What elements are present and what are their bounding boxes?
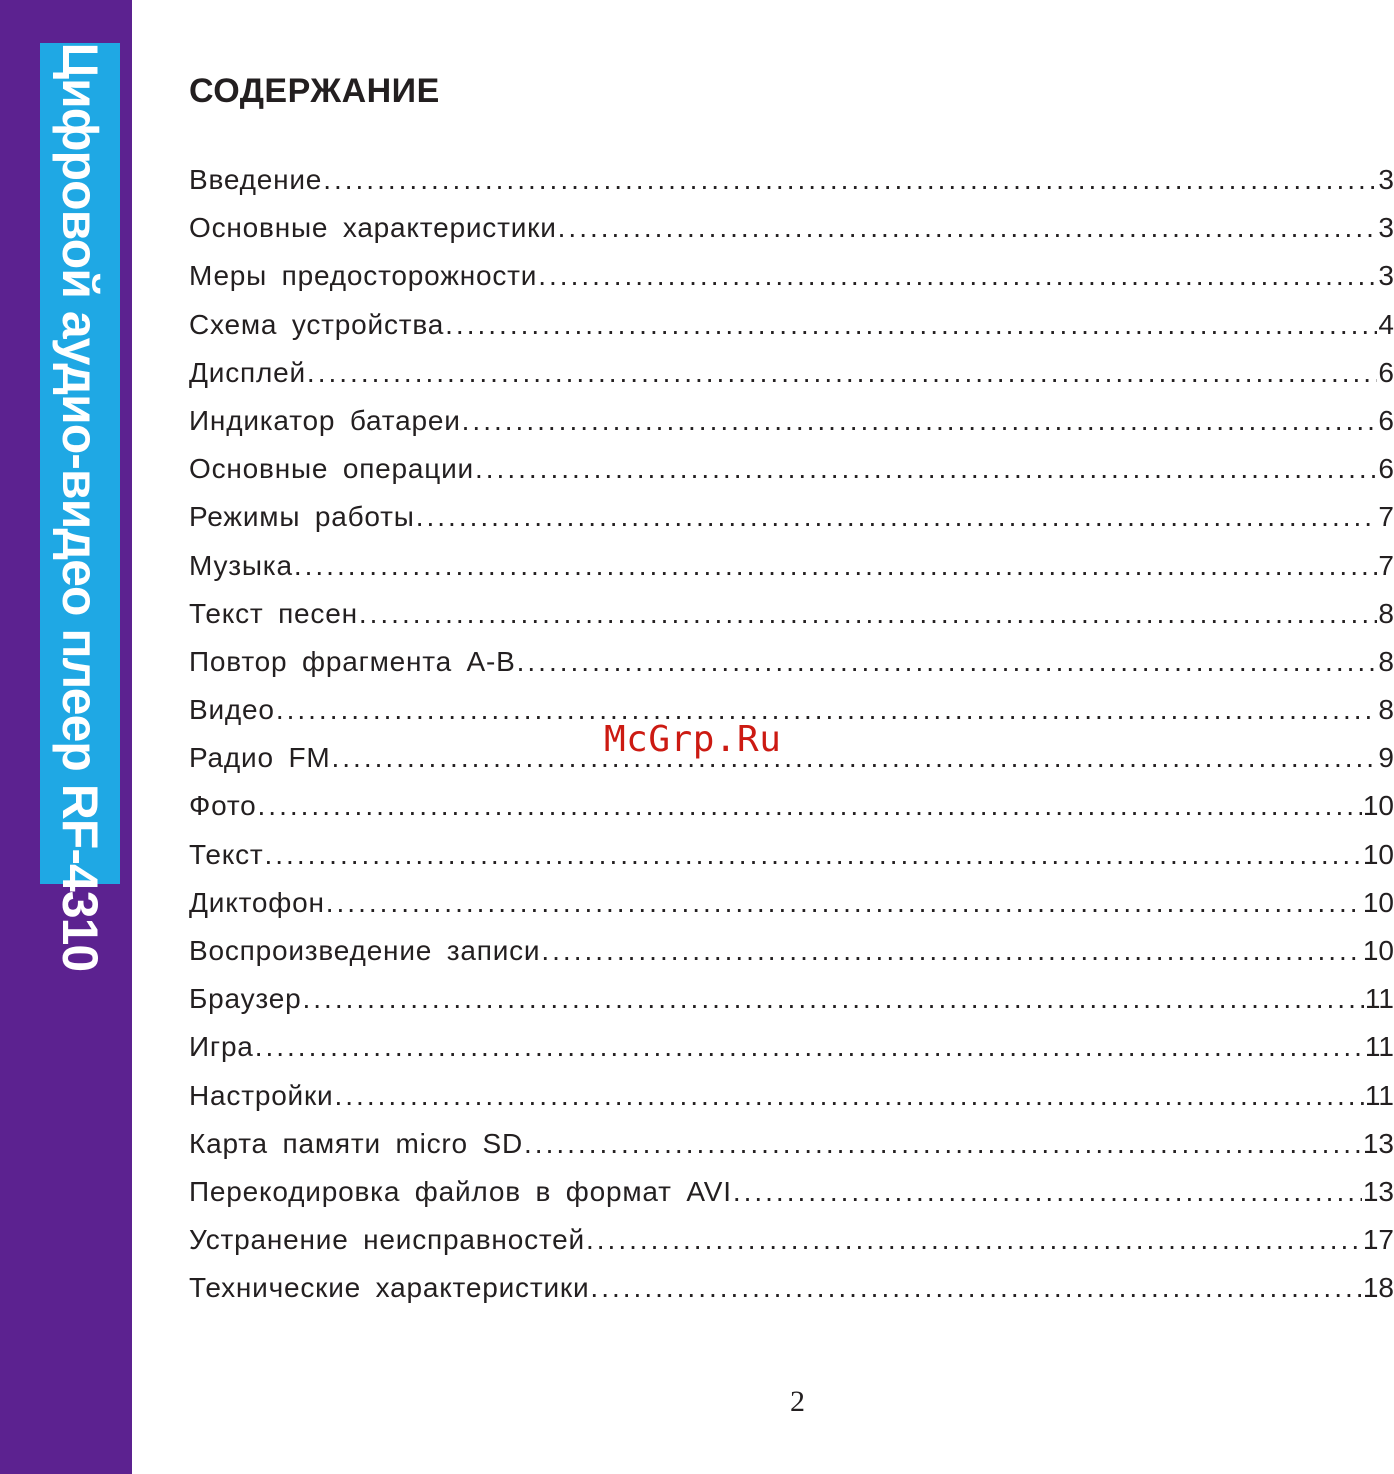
toc-entry-page: 8 (1378, 597, 1394, 629)
toc-dot-leader (445, 309, 1377, 341)
toc-entry-page: 10 (1362, 886, 1394, 918)
toc-entry-page: 11 (1364, 1031, 1394, 1063)
toc-entry[interactable] (189, 550, 1394, 598)
toc-entry-page: 10 (1362, 790, 1394, 822)
toc-entry[interactable] (189, 405, 1394, 453)
toc-entry-label: Текст песен (189, 597, 358, 629)
toc-entry[interactable] (189, 935, 1394, 983)
toc-entry-page: 3 (1378, 260, 1394, 292)
toc-entry-label: Диктофон (189, 886, 325, 918)
toc-entry[interactable] (189, 1128, 1394, 1176)
toc-dot-leader (326, 887, 1362, 919)
page-title: СОДЕРЖАНИЕ (189, 72, 440, 110)
toc-entry[interactable] (189, 1031, 1394, 1079)
toc-dot-leader (331, 742, 1377, 774)
toc-entry-page: 10 (1362, 935, 1394, 966)
toc-dot-leader (302, 983, 1363, 1015)
toc-dot-leader (294, 550, 1378, 582)
toc-dot-leader (255, 1031, 1364, 1063)
toc-entry-page: 9 (1378, 742, 1394, 774)
toc-dot-leader (307, 357, 1378, 389)
toc-entry-page: 4 (1378, 308, 1394, 340)
toc-entry[interactable] (189, 742, 1394, 790)
toc-entry-label: Настройки (189, 1079, 334, 1111)
toc-entry[interactable] (189, 839, 1394, 887)
toc-entry-page: 11 (1364, 983, 1394, 1015)
toc-entry-label: Видео (189, 694, 275, 726)
toc-entry-label: Текст (189, 838, 264, 870)
toc-dot-leader (524, 1128, 1362, 1160)
toc-entry[interactable] (189, 453, 1394, 501)
toc-dot-leader (323, 164, 1377, 196)
table-of-contents (189, 164, 1394, 1321)
toc-entry-label: Карта памяти micro SD (189, 1127, 524, 1159)
toc-entry-page: 8 (1378, 694, 1394, 726)
toc-dot-leader (335, 1080, 1364, 1112)
toc-entry[interactable] (189, 1176, 1394, 1224)
toc-entry-label: Схема устройства (189, 308, 445, 340)
toc-entry-page: 17 (1362, 1224, 1394, 1256)
toc-entry-label: Перекодировка файлов в формат AVI (189, 1175, 732, 1207)
toc-entry[interactable] (189, 790, 1394, 838)
toc-entry-label: Игра (189, 1031, 254, 1063)
toc-entry[interactable] (189, 1224, 1394, 1272)
toc-dot-leader (541, 935, 1361, 967)
toc-dot-leader (538, 260, 1377, 292)
toc-entry-page: 11 (1364, 1079, 1394, 1111)
toc-dot-leader (558, 212, 1378, 244)
toc-dot-leader (258, 790, 1362, 822)
toc-dot-leader (586, 1224, 1362, 1256)
toc-entry[interactable] (189, 646, 1394, 694)
toc-entry-label: Радио FM (189, 742, 331, 774)
toc-entry[interactable] (189, 887, 1394, 935)
toc-entry-label: Музыка (189, 549, 293, 581)
toc-entry-label: Основные операции (189, 453, 474, 485)
watermark: McGrp.Ru (604, 719, 782, 760)
page-number: 2 (790, 1385, 805, 1418)
toc-entry-label: Воспроизведение записи (189, 935, 541, 966)
toc-entry[interactable] (189, 598, 1394, 646)
toc-dot-leader (517, 646, 1378, 678)
toc-entry-label: Устранение неисправностей (189, 1224, 585, 1256)
toc-entry[interactable] (189, 501, 1394, 549)
toc-entry-label: Браузер (189, 983, 302, 1015)
toc-entry-label: Дисплей (189, 356, 306, 388)
toc-entry-page: 13 (1362, 1175, 1394, 1207)
toc-dot-leader (475, 453, 1377, 485)
toc-entry-page: 7 (1378, 501, 1394, 533)
toc-entry-label: Фото (189, 790, 257, 822)
toc-entry-label: Повтор фрагмента А-В (189, 645, 516, 677)
toc-entry-page: 7 (1378, 549, 1394, 581)
toc-entry[interactable] (189, 1080, 1394, 1128)
toc-entry-label: Индикатор батареи (189, 404, 461, 436)
toc-entry-label: Режимы работы (189, 501, 415, 533)
toc-entry-page: 18 (1362, 1272, 1394, 1304)
toc-entry-page: 6 (1378, 356, 1394, 388)
toc-entry-label: Меры предосторожности (189, 260, 538, 292)
toc-entry-label: Введение (189, 164, 323, 195)
toc-entry-page: 6 (1378, 453, 1394, 485)
toc-entry-page: 3 (1378, 212, 1394, 244)
toc-entry[interactable] (189, 212, 1394, 260)
toc-entry[interactable] (189, 164, 1394, 212)
toc-entry-page: 10 (1362, 838, 1394, 870)
toc-entry[interactable] (189, 983, 1394, 1031)
toc-entry-page: 6 (1378, 404, 1394, 436)
toc-dot-leader (733, 1176, 1362, 1208)
toc-entry-page: 13 (1362, 1127, 1394, 1159)
toc-entry-label: Технические характеристики (189, 1272, 590, 1304)
toc-entry[interactable] (189, 357, 1394, 405)
toc-dot-leader (276, 694, 1378, 726)
toc-dot-leader (590, 1272, 1361, 1304)
side-title: Цифровой аудио-видео плеер RF-4310 (52, 42, 108, 972)
toc-entry-page: 8 (1378, 645, 1394, 677)
toc-entry-label: Основные характеристики (189, 212, 557, 244)
toc-entry[interactable] (189, 309, 1394, 357)
toc-dot-leader (416, 501, 1378, 533)
toc-entry[interactable] (189, 694, 1394, 742)
toc-dot-leader (462, 405, 1378, 437)
toc-dot-leader (359, 598, 1378, 630)
toc-entry-page: 3 (1378, 164, 1394, 195)
toc-dot-leader (265, 839, 1362, 871)
toc-entry[interactable] (189, 260, 1394, 308)
toc-entry[interactable] (189, 1272, 1394, 1320)
